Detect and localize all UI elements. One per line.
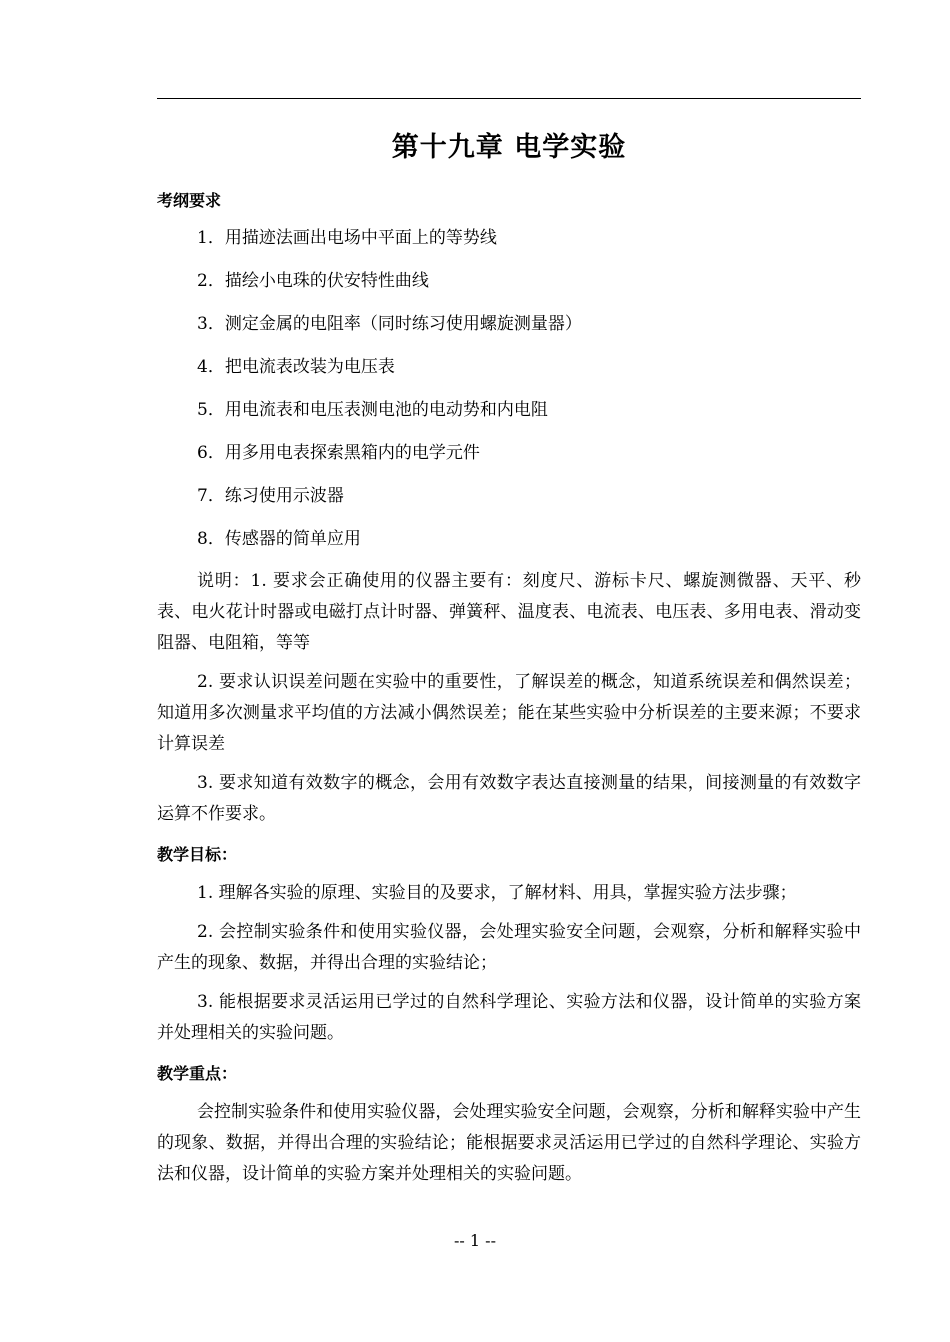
key-points-paragraph: 会控制实验条件和使用实验仪器，会处理实验安全问题，会观察，分析和解释实验中产生的现象、数据，并得出合理的实验结论；能根据要求灵活运用已学过的自然科学理论、实验方法和仪器，设计简单的实验方案并处理相关的实验问题。	[157, 1102, 861, 1184]
requirement-item: 7．练习使用示波器	[197, 486, 344, 506]
objective-paragraph: 2. 会控制实验条件和使用实验仪器，会处理实验安全问题，会观察，分析和解释实验中产生的现象、数据，并得出合理的实验结论；	[157, 922, 861, 973]
page-content	[157, 186, 861, 1190]
requirement-item: 2．描绘小电珠的伏安特性曲线	[197, 271, 429, 291]
requirement-item: 1．用描迹法画出电场中平面上的等势线	[197, 228, 497, 248]
chapter-title: 第十九章 电学实验	[391, 132, 627, 163]
note-paragraph: 说明：1. 要求会正确使用的仪器主要有：刻度尺、游标卡尺、螺旋测微器、天平、秒表、电火花计时器或电磁打点计时器、弹簧秤、温度表、电流表、电压表、多用电表、滑动变阻器、电阻箱，等等	[157, 571, 861, 653]
note-paragraph: 2. 要求认识误差问题在实验中的重要性，了解误差的概念，知道系统误差和偶然误差；知道用多次测量求平均值的方法减小偶然误差；能在某些实验中分析误差的主要来源；不要求计算误差	[157, 672, 861, 754]
page-number: -- 1 --	[454, 1231, 496, 1250]
header-rule	[157, 98, 861, 99]
requirement-item: 8．传感器的简单应用	[197, 529, 361, 549]
outline-heading: 考纲要求	[157, 191, 222, 210]
key-points-heading: 教学重点：	[157, 1064, 238, 1083]
requirement-item: 6．用多用电表探索黑箱内的电学元件	[197, 443, 480, 463]
objective-paragraph: 3. 能根据要求灵活运用已学过的自然科学理论、实验方法和仪器，设计简单的实验方案并处理相关的实验问题。	[157, 992, 861, 1043]
requirement-item: 5．用电流表和电压表测电池的电动势和内电阻	[197, 400, 548, 420]
note-paragraph: 3. 要求知道有效数字的概念，会用有效数字表达直接测量的结果，间接测量的有效数字运算不作要求。	[157, 773, 861, 824]
requirement-item: 3．测定金属的电阻率（同时练习使用螺旋测量器）	[197, 314, 582, 334]
requirement-list	[157, 222, 861, 566]
objectives-heading: 教学目标：	[157, 845, 238, 864]
objective-paragraph: 1. 理解各实验的原理、实验目的及要求，了解材料、用具，掌握实验方法步骤；	[197, 883, 797, 903]
requirement-item: 4．把电流表改装为电压表	[197, 357, 395, 377]
